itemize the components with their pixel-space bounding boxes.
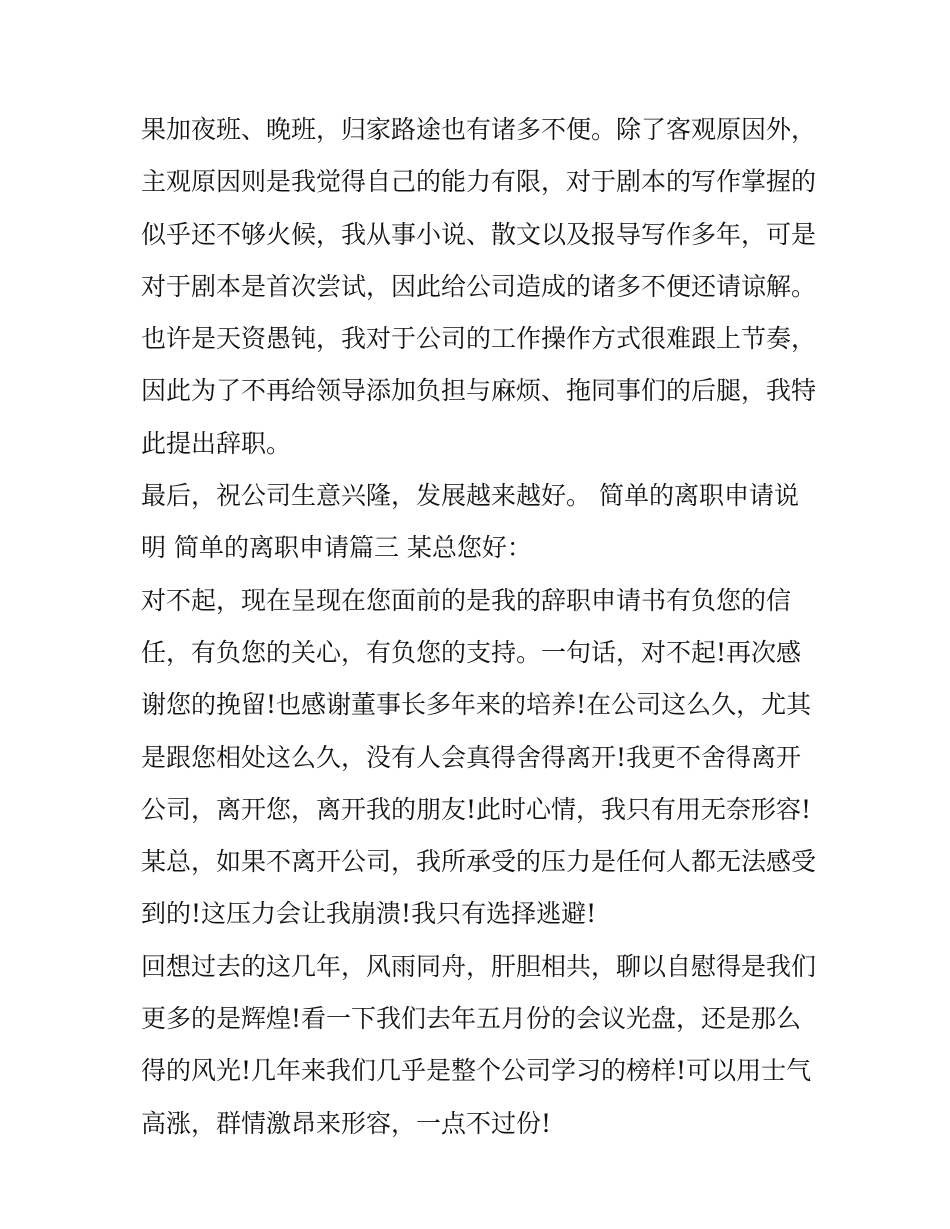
text-line: 也许是天资愚钝，我对于公司的工作操作方式很难跟上节奏，: [141, 324, 817, 354]
text-line: 任，有负您的关心，有负您的支持。一句话，对不起!再次感: [141, 637, 802, 667]
text-line: 更多的是辉煌!看一下我们去年五月份的会议光盘，还是那么: [141, 1004, 802, 1034]
text-line: 此提出辞职。: [141, 428, 292, 458]
text-line: 因此为了不再给领导添加负担与麻烦、拖同事们的后腿，我特: [141, 376, 817, 406]
text-line: 对不起，现在呈现在您面前的是我的辞职申请书有负您的信: [141, 585, 792, 615]
text-line: 到的!这压力会让我崩溃!我只有选择逃避!: [141, 899, 597, 929]
text-line: 得的风光!几年来我们几乎是整个公司学习的榜样!可以用士气: [141, 1056, 812, 1086]
text-line: 主观原因则是我觉得自己的能力有限，对于剧本的写作掌握的: [141, 167, 817, 197]
text-line: 高涨，群情激昂来形容，一点不过份!: [141, 1108, 552, 1138]
text-line: 似乎还不够火候，我从事小说、散文以及报导写作多年，可是: [141, 219, 817, 249]
text-line: 某总，如果不离开公司，我所承受的压力是任何人都无法感受: [141, 847, 817, 877]
text-line: 公司，离开您，离开我的朋友!此时心情，我只有用无奈形容!: [141, 794, 812, 824]
text-line: 回想过去的这几年，风雨同舟，肝胆相共，聊以自慰得是我们: [141, 951, 817, 981]
text-line: 果加夜班、晚班，归家路途也有诸多不便。除了客观原因外，: [141, 115, 817, 144]
text-line: 谢您的挽留!也感谢董事长多年来的培养!在公司这么久，尤其: [141, 690, 812, 720]
text-line: 对于剧本是首次尝试，因此给公司造成的诸多不便还请谅解。: [141, 271, 817, 301]
text-line: 最后，祝公司生意兴隆，发展越来越好。 简单的离职申请说: [141, 481, 799, 511]
document-body: [141, 104, 831, 1150]
text-line: 明 简单的离职申请篇三 某总您好：: [141, 533, 532, 563]
text-line: 是跟您相处这么久，没有人会真得舍得离开!我更不舍得离开: [141, 742, 802, 772]
